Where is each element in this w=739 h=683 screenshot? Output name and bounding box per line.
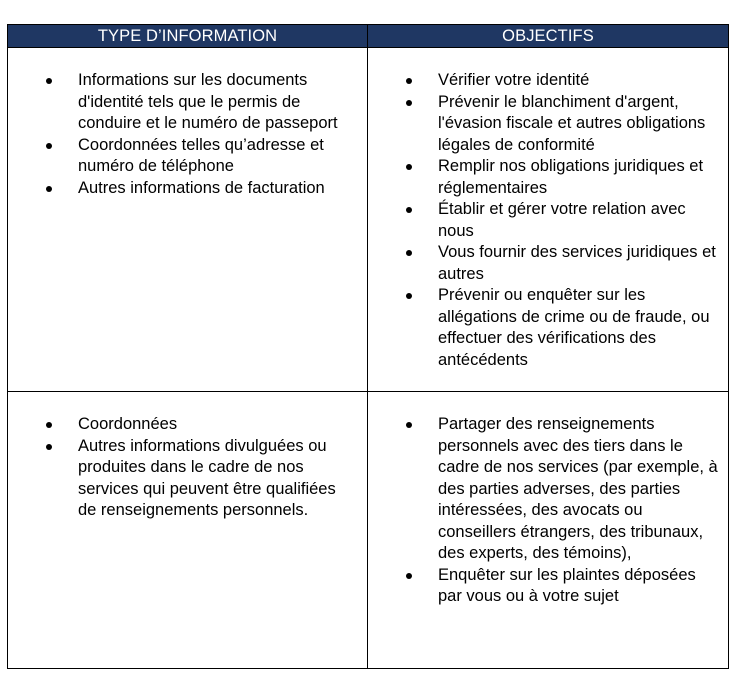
list-item	[438, 70, 718, 92]
table-row	[8, 48, 729, 392]
table-row	[8, 392, 729, 669]
bullet-icon	[406, 164, 412, 170]
bullet-icon	[46, 422, 52, 428]
list-item-text: Enquêter sur les plaintes déposées par vous ou à votre sujet	[438, 565, 696, 605]
bullet-icon	[406, 422, 412, 428]
type-cell	[8, 392, 368, 669]
list-item-text: Coordonnées	[78, 415, 178, 433]
list-item-text: Informations sur les documents d'identité tels que le permis de conduire et le numéro de passeport	[78, 71, 338, 132]
list-item-text: Prévenir le blanchiment d'argent, l'évasion fiscale et autres obligations légales de conformité	[438, 92, 706, 154]
list-item-text: Partager des renseignements personnels avec des tiers dans le cadre de nos services (par exemple, à des parties adverses, des parties intéressées, des avocats ou conseillers étrangers, des tribunaux, des experts, des témoins),	[438, 415, 718, 562]
list-item	[78, 414, 357, 436]
header-row	[8, 25, 729, 48]
list-item	[78, 135, 357, 178]
list-item	[438, 565, 718, 608]
list-item-text: Prévenir ou enquêter sur les allégations de crime ou de fraude, ou effectuer des vérifications des antécédents	[438, 286, 710, 369]
list-item	[438, 285, 718, 371]
list-item-text: Établir et gérer votre relation avec nous	[438, 200, 686, 240]
list-item-text: Autres informations de facturation	[78, 178, 325, 197]
bullet-icon	[406, 78, 412, 84]
bullet-icon	[46, 78, 52, 84]
list-item	[438, 242, 718, 285]
list-item	[438, 92, 718, 157]
list-item-text: Vous fournir des services juridiques et autres	[438, 243, 716, 283]
header-objectives: OBJECTIFS	[368, 25, 729, 48]
list-item-text: Remplir nos obligations juridiques et réglementaires	[438, 157, 704, 197]
objectives-list	[368, 392, 728, 608]
list-item	[78, 178, 357, 200]
list-item	[78, 70, 357, 135]
bullet-icon	[46, 444, 52, 450]
list-item-text: Vérifier votre identité	[438, 71, 590, 89]
bullet-icon	[46, 143, 52, 149]
type-cell	[8, 48, 368, 392]
type-list	[8, 392, 367, 522]
information-table	[7, 24, 729, 669]
bullet-icon	[46, 186, 52, 192]
bullet-icon	[406, 100, 412, 106]
header-type-information: TYPE D’INFORMATION	[8, 25, 368, 48]
bullet-icon	[406, 207, 412, 213]
list-item-text: Coordonnées telles qu’adresse et numéro de téléphone	[78, 135, 324, 175]
list-item	[78, 436, 357, 522]
objectives-cell	[368, 392, 729, 669]
list-item	[438, 414, 718, 565]
list-item	[438, 199, 718, 242]
list-item-text: Autres informations divulguées ou produites dans le cadre de nos services qui peuvent être qualifiées de renseignements personnels.	[78, 436, 336, 519]
bullet-icon	[406, 293, 412, 299]
bullet-icon	[406, 573, 412, 579]
objectives-cell	[368, 48, 729, 392]
bullet-icon	[406, 250, 412, 256]
list-item	[438, 156, 718, 199]
objectives-list	[368, 48, 728, 371]
type-list	[8, 48, 367, 199]
